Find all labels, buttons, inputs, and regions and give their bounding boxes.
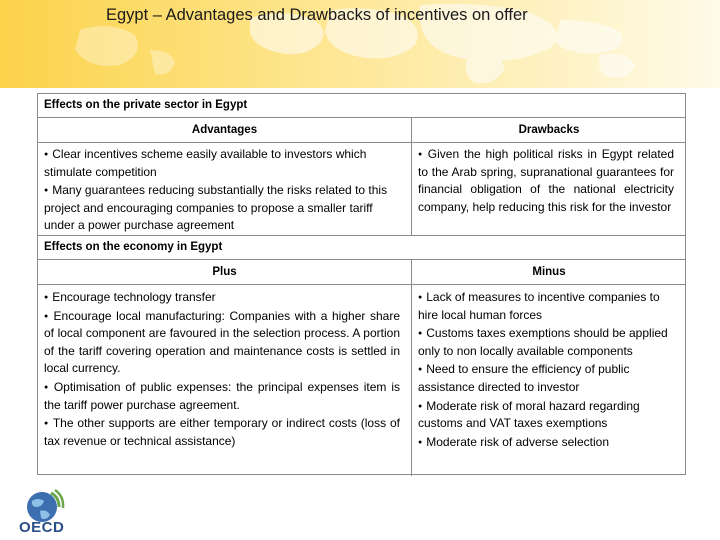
list-item: ● Encourage technology transfer	[44, 289, 400, 307]
oecd-logo-text: OECD	[19, 519, 65, 536]
divider	[38, 284, 685, 285]
list-item: ● Lack of measures to incentive companies to hire local human forces	[418, 289, 680, 324]
advantages-cell	[44, 146, 404, 236]
divider	[38, 235, 685, 236]
list-item: ● Given the high political risks in Egypt related to the Arab spring, supranational guarantees for financial obligation of the national electricity company, help reducing this risk for the investor	[418, 146, 674, 216]
list-item: ● Customs taxes exemptions should be applied only to non locally available components	[418, 325, 680, 360]
list-item: ● Encourage local manufacturing: Companies with a higher share of local component are favoured in the selection process. A portion of the tariff covering operation and maintenance costs is settled in local currency.	[44, 308, 400, 378]
minus-cell	[418, 289, 680, 452]
advantages-header: Advantages	[191, 124, 258, 136]
list-item: ● Moderate risk of adverse selection	[418, 434, 680, 452]
column-divider	[411, 117, 412, 235]
divider	[38, 117, 685, 118]
plus-header: Plus	[212, 266, 237, 278]
divider	[38, 259, 685, 260]
list-item: ● Need to ensure the efficiency of public assistance directed to investor	[418, 361, 680, 396]
comparison-table	[37, 93, 686, 475]
header-banner	[0, 0, 720, 88]
divider	[38, 142, 685, 143]
list-item: ● Clear incentives scheme easily available to investors which stimulate competition	[44, 146, 404, 181]
plus-cell	[44, 289, 400, 451]
list-item: ● Many guarantees reducing substantially the risks related to this project and encouraging companies to propose a smaller tariff under a power purchase agreement	[44, 182, 404, 235]
list-item: ● Optimisation of public expenses: the principal expenses item is the tariff power purchase agreement.	[44, 379, 400, 414]
economy-heading: Effects on the economy in Egypt	[44, 241, 223, 253]
page-title: Egypt – Advantages and Drawbacks of incentives on offer	[106, 6, 528, 24]
drawbacks-cell	[418, 146, 674, 217]
column-divider	[411, 259, 412, 476]
drawbacks-header: Drawbacks	[518, 124, 580, 136]
private-sector-heading: Effects on the private sector in Egypt	[44, 99, 248, 111]
list-item: ● Moderate risk of moral hazard regarding customs and VAT taxes exemptions	[418, 398, 680, 433]
minus-header: Minus	[532, 266, 566, 278]
list-item: ● The other supports are either temporary or indirect costs (loss of tax revenue or technical assistance)	[44, 415, 400, 450]
